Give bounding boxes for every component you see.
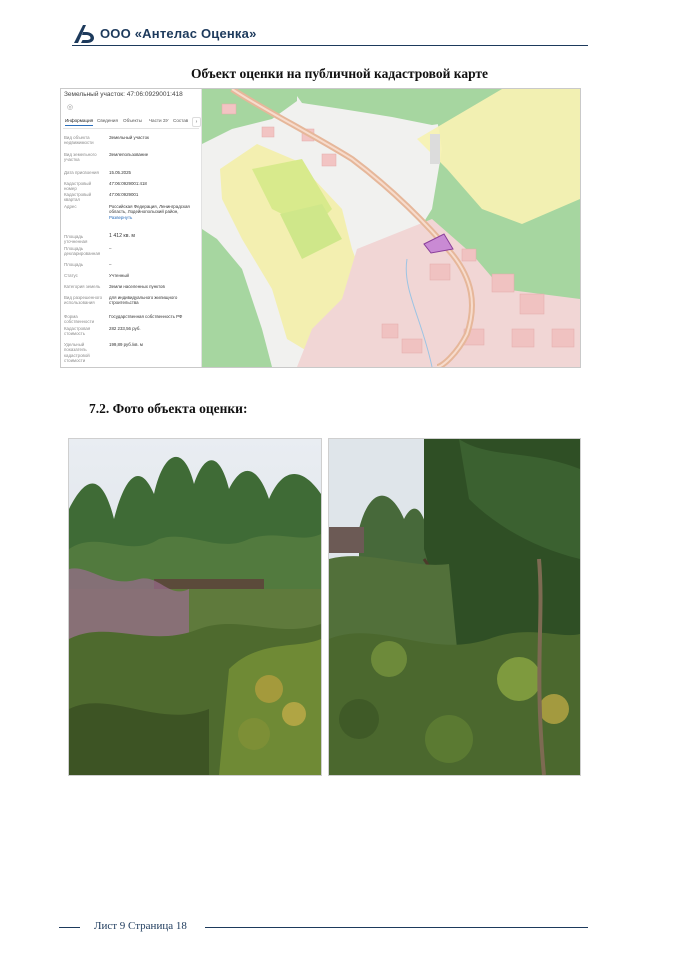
cadastral-map-screenshot bbox=[60, 88, 581, 368]
building bbox=[512, 329, 534, 347]
building bbox=[222, 104, 236, 114]
page-number: Лист 9 Страница 18 bbox=[94, 920, 187, 932]
tab-composition[interactable]: Состав bbox=[173, 118, 189, 123]
section-heading: 7.2. Фото объекта оценки: bbox=[89, 401, 248, 416]
antelas-logo-icon bbox=[72, 24, 96, 44]
building bbox=[520, 294, 544, 314]
building bbox=[322, 154, 336, 166]
tab-details[interactable]: Сведения bbox=[97, 118, 118, 123]
tab-parts[interactable]: Части ЗУ bbox=[149, 118, 169, 123]
tabs-more-button[interactable]: › bbox=[192, 117, 201, 127]
panel-title: Земельный участок: 47:06:0929001:418 bbox=[64, 91, 183, 98]
building bbox=[430, 134, 440, 164]
building bbox=[552, 329, 574, 347]
pin-icon[interactable]: ◎ bbox=[67, 104, 74, 111]
map-title: Объект оценки на публичной кадастровой карте bbox=[190, 66, 489, 81]
building bbox=[430, 264, 450, 280]
building bbox=[382, 324, 398, 338]
cadastral-info-panel: Земельный участок: 47:06:0929001:418 ◎ Информация Сведения Объекты Части ЗУ Состав › Вид объекта недвижимости Земельный участок Вид земельного участка Землепользование Дата присвоения 15.05.2025 Кадастровый номер 47:06:0929001:418 Кадастровый квартал 47:06:0929001 Адрес Российская Федерация, Ленинградская область, Лодейнопольский район, Развернуть Площадь уточненная 1 412 кв. м Площадь декларированная – Площадь – Статус Учтенный Категория земель Земли населенных пунктов Вид разрешенного использования для индивидуального жилищного строительства Форма собственности Государственная собственность РФ Кадастровая стоимость 282 233,56 руб. Удельный показатель кадастровой стоимости 199,89 руб./кв. м bbox=[61, 89, 202, 367]
footer-rule-left bbox=[59, 927, 80, 928]
cadastral-map[interactable] bbox=[202, 89, 580, 367]
panel-tabs bbox=[63, 118, 199, 129]
photo-overgrown-plot-front bbox=[68, 438, 322, 776]
building bbox=[402, 339, 422, 353]
footer-rule-right bbox=[205, 927, 588, 928]
header-rule bbox=[72, 45, 588, 46]
building bbox=[462, 249, 476, 261]
tab-info[interactable]: Информация bbox=[65, 118, 93, 126]
building bbox=[262, 127, 274, 137]
tab-objects[interactable]: Объекты bbox=[123, 118, 142, 123]
expand-address-link[interactable]: Развернуть bbox=[109, 214, 133, 220]
building bbox=[492, 274, 514, 292]
photo-overgrown-plot-side bbox=[328, 438, 581, 776]
company-name: ООО «Антелас Оценка» bbox=[100, 26, 257, 41]
